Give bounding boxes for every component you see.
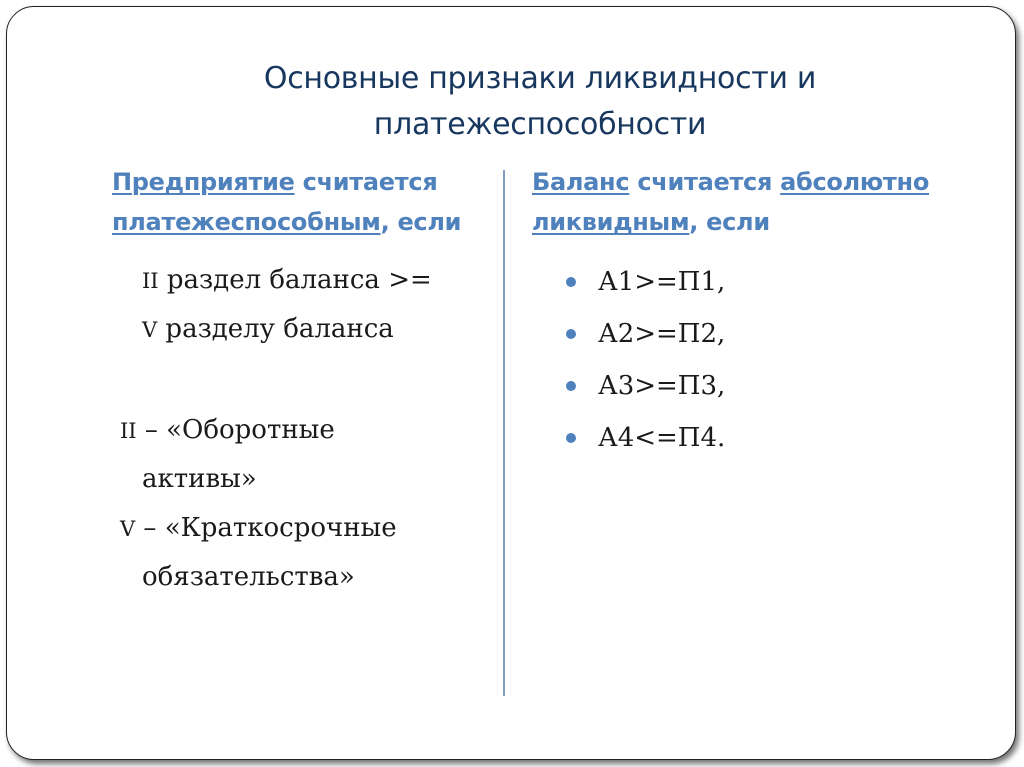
column-divider [503, 170, 505, 696]
condition-text: разделу баланса [157, 314, 394, 344]
heading-text: считается [294, 168, 438, 196]
list-item-text: А2>=П2, [598, 319, 726, 349]
heading-term-enterprise: Предприятие [112, 168, 295, 196]
heading-text: , если [380, 208, 462, 236]
list-item-text: А4<=П4. [598, 423, 726, 453]
heading-term-absolutely: абсолютно [780, 168, 930, 196]
left-column-heading [112, 162, 502, 242]
definition-continuation: обязательства» [142, 562, 355, 592]
definition-section-v [120, 504, 500, 601]
roman-numeral: V [120, 517, 136, 541]
definition-continuation: активы» [142, 464, 257, 494]
definition-text: – «Краткосрочные [135, 513, 397, 543]
list-item-text: А3>=П3, [598, 371, 726, 401]
bullet-icon [566, 329, 576, 339]
roman-numeral: II [120, 419, 137, 443]
slide-title [160, 56, 920, 148]
liquidity-conditions-list [566, 258, 725, 466]
list-item [566, 414, 725, 466]
heading-text: , если [689, 208, 770, 236]
heading-term-balance: Баланс [532, 168, 630, 196]
definition-line [120, 406, 500, 455]
title-line-1: Основные признаки ликвидности и [263, 61, 817, 96]
condition-line-1 [142, 256, 502, 305]
condition-text: раздел баланса >= [158, 265, 432, 295]
roman-numeral: V [142, 318, 158, 342]
heading-term-liquid: ликвидным [532, 208, 690, 236]
condition-line-2 [142, 305, 502, 354]
list-item [566, 258, 725, 310]
definition-line [120, 504, 500, 553]
bullet-icon [566, 381, 576, 391]
definition-section-ii [120, 406, 500, 503]
heading-term-solvent: платежеспособным [112, 208, 381, 236]
bullet-icon [566, 277, 576, 287]
definition-text: – «Оборотные [136, 415, 335, 445]
solvency-condition [142, 256, 502, 354]
list-item [566, 310, 725, 362]
right-column-heading [532, 162, 972, 242]
list-item-text: А1>=П1, [598, 267, 726, 297]
list-item [566, 362, 725, 414]
bullet-icon [566, 433, 576, 443]
roman-numeral: II [142, 269, 159, 293]
title-line-2: платежеспособности [373, 107, 707, 142]
heading-text: считается [629, 168, 781, 196]
